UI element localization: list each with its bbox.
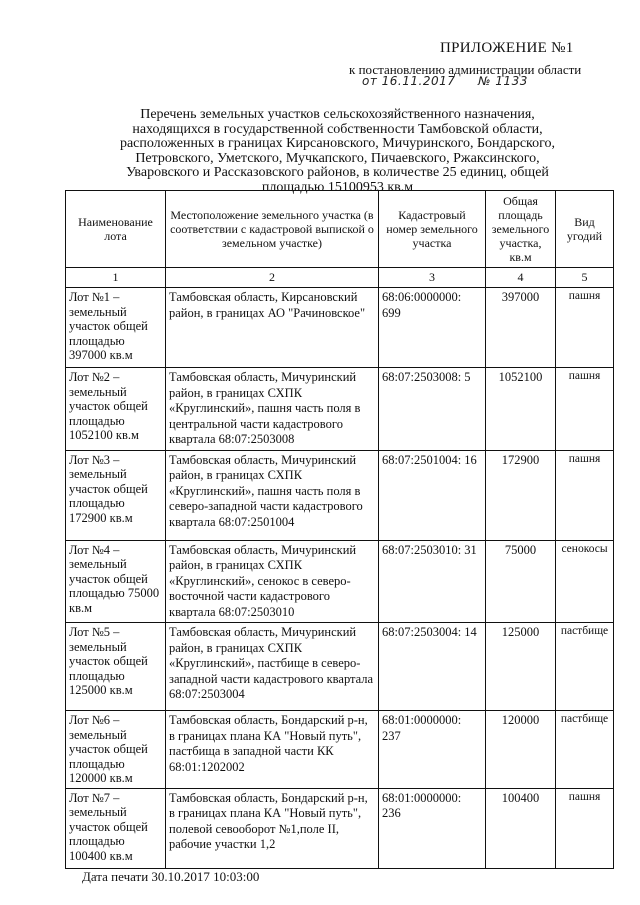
table-header-row: [66, 191, 614, 268]
header-total-area: Общая площадь земельного участка, кв.м: [486, 191, 556, 268]
cadastral-number-cell: 68:01:0000000: 236: [379, 788, 486, 868]
land-type-cell: пастбище: [556, 711, 614, 789]
table-row: [66, 623, 614, 711]
handwritten-date: от 16.11.2017: [362, 74, 456, 88]
column-number: 1: [66, 268, 166, 288]
land-type-cell: пастбище: [556, 623, 614, 711]
area-cell: 100400: [486, 788, 556, 868]
cadastral-number-cell: 68:07:2503004: 14: [379, 623, 486, 711]
table-row: [66, 450, 614, 540]
land-type-cell: пашня: [556, 288, 614, 368]
table-row: [66, 788, 614, 868]
area-cell: 120000: [486, 711, 556, 789]
lot-name-cell: Лот №7 – земельный участок общей площадью 100400 кв.м: [66, 788, 166, 868]
location-cell: Тамбовская область, Бондарский р-н, в границах плана КА "Новый путь", пастбища в западной части КК 68:01:1202002: [166, 711, 379, 789]
cadastral-number-cell: 68:07:2503010: 31: [379, 540, 486, 623]
cadastral-number-cell: 68:01:0000000: 237: [379, 711, 486, 789]
lots-table: [65, 190, 614, 869]
area-cell: 397000: [486, 288, 556, 368]
appendix-subtitle: к постановлению администрации области: [349, 62, 582, 77]
column-number: 3: [379, 268, 486, 288]
table-row: [66, 368, 614, 451]
land-type-cell: пашня: [556, 788, 614, 868]
lot-name-cell: Лот №6 – земельный участок общей площадью 120000 кв.м: [66, 711, 166, 789]
land-type-cell: сенокосы: [556, 540, 614, 623]
header-lot-name: Наименование лота: [66, 191, 166, 268]
handwritten-number: № 1133: [478, 74, 528, 88]
header-location: Местоположение земельного участка (в соответствии с кадастровой выпиской о земельном участке): [166, 191, 379, 268]
location-cell: Тамбовская область, Кирсановский район, в границах АО "Рачиновское": [166, 288, 379, 368]
lot-name-cell: Лот №4 – земельный участок общей площадью 75000 кв.м: [66, 540, 166, 623]
column-number: 2: [166, 268, 379, 288]
table-row: [66, 711, 614, 789]
column-number: 5: [556, 268, 614, 288]
land-type-cell: пашня: [556, 450, 614, 540]
location-cell: Тамбовская область, Мичуринский район, в границах СХПК «Круглинский», сенокос в северо-восточной части кадастрового квартала 68:07:2503010: [166, 540, 379, 623]
lot-name-cell: Лот №2 – земельный участок общей площадью 1052100 кв.м: [66, 368, 166, 451]
column-number-row: [66, 268, 614, 288]
land-type-cell: пашня: [556, 368, 614, 451]
header-land-type: Вид угодий: [556, 191, 614, 268]
cadastral-number-cell: 68:06:0000000: 699: [379, 288, 486, 368]
table-row: [66, 288, 614, 368]
location-cell: Тамбовская область, Мичуринский район, в границах СХПК «Круглинский», пашня часть поля в центральной части кадастрового квартала 68:07:2503008: [166, 368, 379, 451]
location-cell: Тамбовская область, Мичуринский район, в границах СХПК «Круглинский», пастбище в северо-западной части кадастрового квартала 68:07:2503004: [166, 623, 379, 711]
header-cadastral-number: Кадастровый номер земельного участка: [379, 191, 486, 268]
lot-name-cell: Лот №5 – земельный участок общей площадью 125000 кв.м: [66, 623, 166, 711]
table-row: [66, 540, 614, 623]
location-cell: Тамбовская область, Мичуринский район, в границах СХПК «Круглинский», пашня часть поля в северо-западной части кадастрового квартала 68:07:2501004: [166, 450, 379, 540]
document-heading: Перечень земельных участков сельскохозяйственного назначения, находящихся в государственной собственности Тамбовской области, расположенных в границах Кирсановского, Мичуринского, Бондарского, Петровского, Уметского, Мучкапского, Пичаевского, Ржаксинского, Уваровского и Рассказовского районов, в количестве 25 единиц, общей площадью 15100953 кв.м: [119, 107, 556, 195]
area-cell: 1052100: [486, 368, 556, 451]
cadastral-number-cell: 68:07:2503008: 5: [379, 368, 486, 451]
column-number: 4: [486, 268, 556, 288]
area-cell: 75000: [486, 540, 556, 623]
area-cell: 172900: [486, 450, 556, 540]
print-date: Дата печати 30.10.2017 10:03:00: [82, 869, 260, 884]
appendix-title: ПРИЛОЖЕНИЕ №1: [440, 40, 574, 56]
location-cell: Тамбовская область, Бондарский р-н, в границах плана КА "Новый путь", полевой севооборот №1,поле II, рабочие участки 1,2: [166, 788, 379, 868]
lot-name-cell: Лот №3 – земельный участок общей площадью 172900 кв.м: [66, 450, 166, 540]
area-cell: 125000: [486, 623, 556, 711]
lot-name-cell: Лот №1 – земельный участок общей площадью 397000 кв.м: [66, 288, 166, 368]
cadastral-number-cell: 68:07:2501004: 16: [379, 450, 486, 540]
